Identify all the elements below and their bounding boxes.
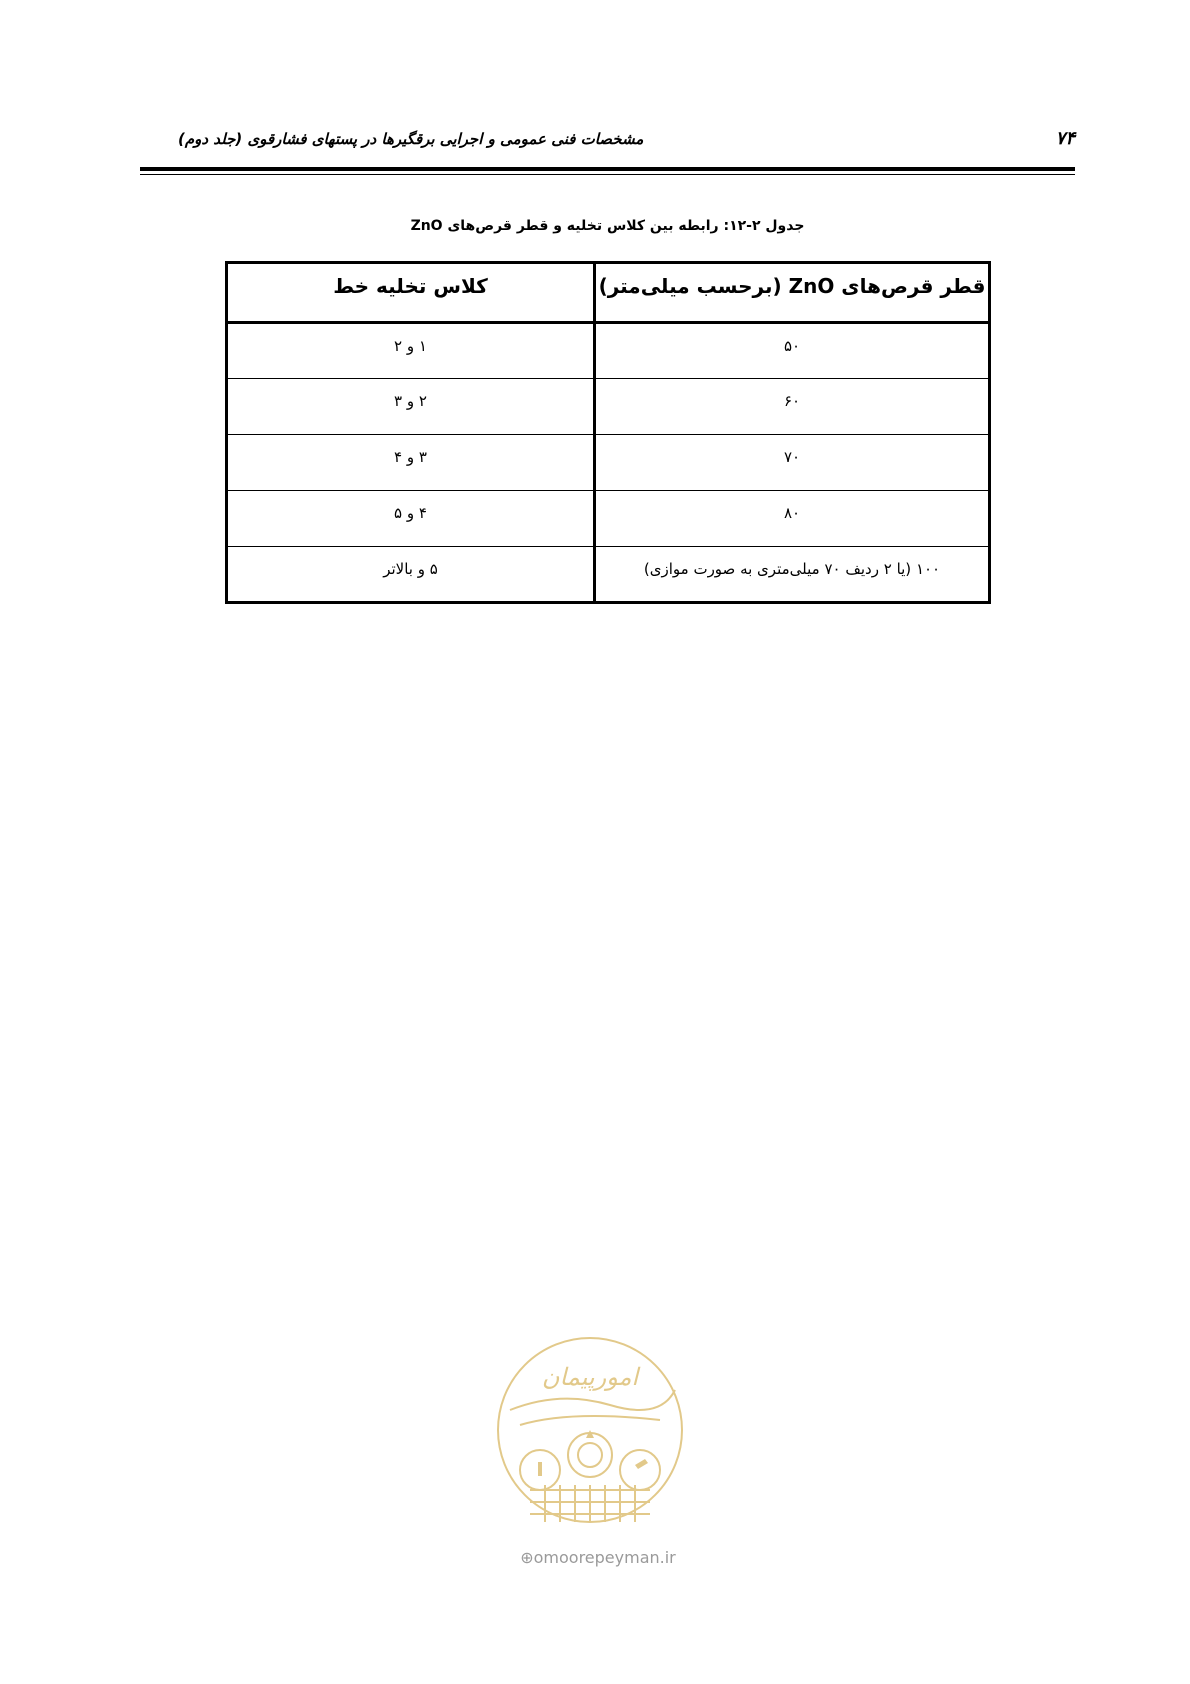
cell-diameter: ۵۰ [595,323,990,379]
cell-diameter: ۷۰ [595,435,990,491]
running-title: مشخصات فنی عمومی و اجرایی برقگیرها در پستهای فشارقوی (جلد دوم) [178,130,644,148]
cell-diameter: ۸۰ [595,491,990,547]
watermark-logo [490,1330,690,1540]
cell-discharge-class: ۲ و ۳ [227,379,595,435]
cell-discharge-class: ۵ و بالاتر [227,547,595,603]
cell-discharge-class: ۱ و ۲ [227,323,595,379]
table-caption: جدول ۲-۱۲: رابطه بین کلاس تخلیه و قطر قرص‌های ZnO [410,218,805,234]
header-discharge-class: کلاس تخلیه خط [227,263,595,323]
logo-text: امورپیمان [541,1363,639,1391]
table-row [227,435,990,491]
table-row [227,323,990,379]
table-row [227,491,990,547]
page-header [140,128,1075,156]
cell-diameter: ۱۰۰ (یا ۲ ردیف ۷۰ میلی‌متری به صورت موازی) [595,547,990,603]
table-row [227,379,990,435]
cell-discharge-class: ۳ و ۴ [227,435,595,491]
watermark-url-text: omoorepeyman.ir [533,1548,676,1567]
header-rule-thick [140,167,1075,171]
header-diameter: قطر قرص‌های ZnO (برحسب میلی‌متر) [595,263,990,323]
page-number: ۷۴ [1055,128,1075,149]
cell-discharge-class: ۴ و ۵ [227,491,595,547]
watermark-url [498,1548,698,1567]
table-row [227,547,990,603]
header-rule-thin [140,174,1075,175]
cell-diameter: ۶۰ [595,379,990,435]
globe-icon: ⊕ [520,1548,534,1567]
table-header-row [227,263,990,323]
discharge-class-table [225,261,991,604]
